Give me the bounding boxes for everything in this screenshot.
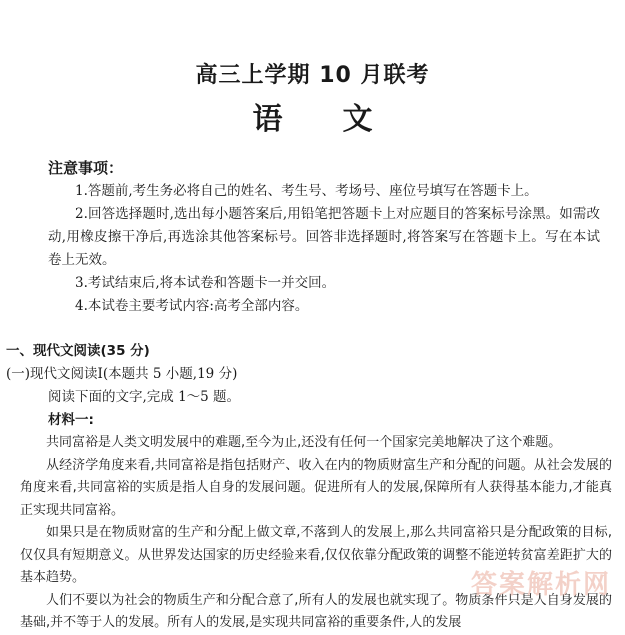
notice-list [48,180,600,318]
subsection-title: (一)现代文阅读Ⅰ(本题共 5 小题,19 分) [6,366,238,382]
passage-paragraph: 如果只是在物质财富的生产和分配上做文章,不落到人的发展上,那么共同富裕只是分配政策的目标,仅仅具有短期意义。从世界发达国家的历史经验来看,仅仅依靠分配政策的调整不能逆转贫富差距扩大的基本趋势。 [20,525,612,585]
notice-heading: 注意事项： [48,159,124,177]
passage-paragraph: 共同富裕是人类文明发展中的难题,至今为止,还没有任何一个国家完美地解决了这个难题。 [46,435,562,450]
section-title: 一、现代文阅读(35 分) [6,343,150,359]
notice-item: 4.本试卷主要考试内容:高考全部内容。 [75,298,309,314]
watermark: 答案解析网 [470,570,611,600]
subject-title: 语文 [252,102,433,137]
passage-paragraph: 人们不要以为社会的物质生产和分配合意了,所有人的发展也就实现了。物质条件只是人自身发展的基础,并不等于人的发展。所有人的发展,是实现共同富裕的重要条件,人的发展 [20,592,612,630]
notice-item: 2.回答选择题时,选出每小题答案后,用铅笔把答题卡上对应题目的答案标号涂黑。如需改动,用橡皮擦干净后,再选涂其他答案标号。回答非选择题时,将答案写在答题卡上。写在本试卷上无效。 [48,206,600,268]
passage [20,432,612,635]
exam-title: 高三上学期 10 月联考 [195,63,430,88]
notice-item: 3.考试结束后,将本试卷和答题卡一并交回。 [75,275,336,291]
material-label: 材料一: [48,412,94,428]
notice-item: 1.答题前,考生务必将自己的姓名、考生号、考场号、座位号填写在答题卡上。 [75,183,538,199]
reading-instruction: 阅读下面的文字,完成 1～5 题。 [48,389,241,405]
passage-paragraph: 从经济学角度来看,共同富裕是指包括财产、收入在内的物质财富生产和分配的问题。从社会发展的角度来看,共同富裕的实质是指人自身的发展问题。促进所有人的发展,保障所有人获得基本能力,才能真正实现共同富裕。 [20,457,612,518]
